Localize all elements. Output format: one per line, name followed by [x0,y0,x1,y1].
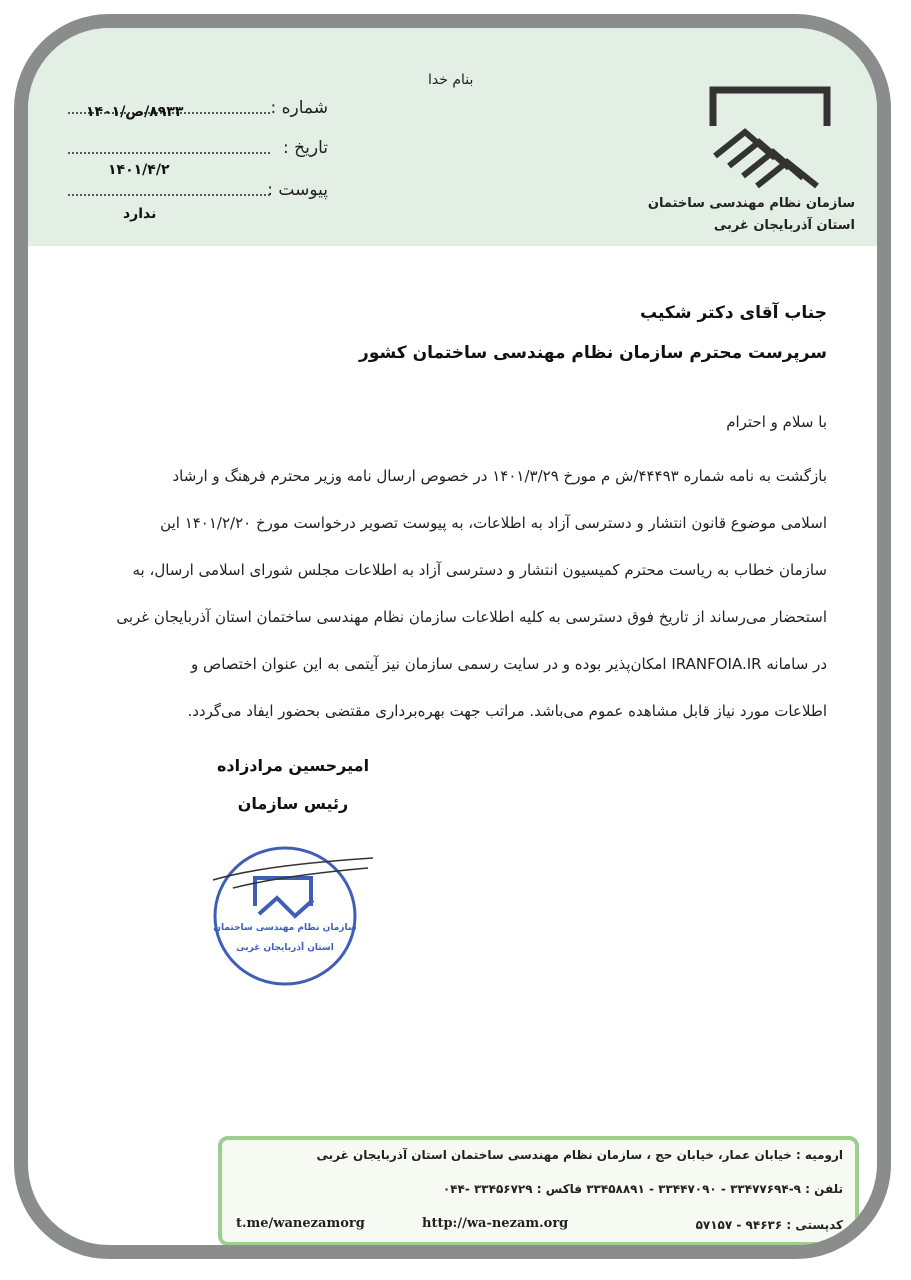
date-value: ۱۴۰۱/۴/۲ [108,162,170,178]
footer-website-link[interactable]: http://wa-nezam.org [422,1216,569,1231]
number-value: ۸۹۳۳/ص/۱۴۰۱ [86,104,184,120]
letterhead-frame [14,14,891,1259]
letter-body [78,453,827,735]
attachment-row [68,180,328,230]
salutation: با سلام و احترام [726,413,827,431]
org-logo [647,86,855,236]
body-line: اطلاعات مورد نیاز قابل مشاهده عموم می‌باشد. مراتب جهت بهره‌برداری مقتضی بحضور ایفاد می‌گردد. [187,702,827,720]
org-stamp-icon [193,828,393,988]
footer-address: ارومیه : خیابان عمار، خیابان حج ، سازمان نظام مهندسی ساختمان استان آذربایجان غربی [316,1148,843,1162]
body-line: سازمان خطاب به ریاست محترم کمیسیون انتشار و دسترسی آزاد به اطلاعات مجلس شورای اسلامی ارسال، به [132,561,827,579]
signer-title: رئیس سازمان [237,794,349,813]
attachment-label: پیوست : [267,180,328,200]
body-line: اسلامی موضوع قانون انتشار و دسترسی آزاد به اطلاعات، به پیوست تصویر درخواست مورخ ۱۴۰۱/۲/۲۰ این [160,514,827,532]
addressee-title: سرپرست محترم سازمان نظام مهندسی ساختمان کشور [359,343,827,363]
attachment-value: ندارد [123,206,157,222]
footer-postal: کدپستی : ۹۴۶۳۶ - ۵۷۱۵۷ [695,1218,843,1232]
date-dots [68,152,270,154]
signer-name: امیرحسین مرادزاده [216,756,370,775]
number-label: شماره : [270,98,328,118]
footer-phones: تلفن : ۹-۳۳۴۷۷۶۹۴ - ۳۳۴۴۷۰۹۰ - ۳۳۴۵۸۸۹۱ فاکس : ۳۳۴۵۶۷۲۹ -۰۴۴ [442,1182,843,1196]
number-row [68,98,328,138]
attachment-dots [68,194,270,196]
org-name: سازمان نظام مهندسی ساختمان [647,196,855,211]
org-province: استان آذربایجان غربی [713,218,855,233]
body-line: در سامانه IRANFOIA.IR امکان‌پذیر بوده و در سایت رسمی سازمان نیز آیتمی به این عنوان اختصاص و [191,655,827,673]
stamp-line-1: سازمان نظام مهندسی ساختمان [213,923,357,933]
building-logo-icon [705,86,835,191]
footer-telegram-link[interactable]: t.me/wanezamorg [236,1216,365,1231]
footer-contact-box [218,1136,859,1246]
signature-stroke [213,858,373,888]
addressee-name: جناب آقای دکتر شکیب [640,303,827,323]
bism-heading: بنام خدا [428,72,474,88]
body-line: استحضار می‌رساند از تاریخ فوق دسترسی به کلیه اطلاعات سازمان نظام مهندسی ساختمان استان آذربایجان غربی [116,608,827,626]
stamp-line-2: استان آذربایجان غربی [236,943,334,953]
date-label: تاریخ : [283,138,328,158]
body-line: بازگشت به نامه شماره ۴۴۴۹۳/ش م مورخ ۱۴۰۱/۳/۲۹ در خصوص ارسال نامه وزیر محترم فرهنگ و ارشاد [172,467,827,485]
